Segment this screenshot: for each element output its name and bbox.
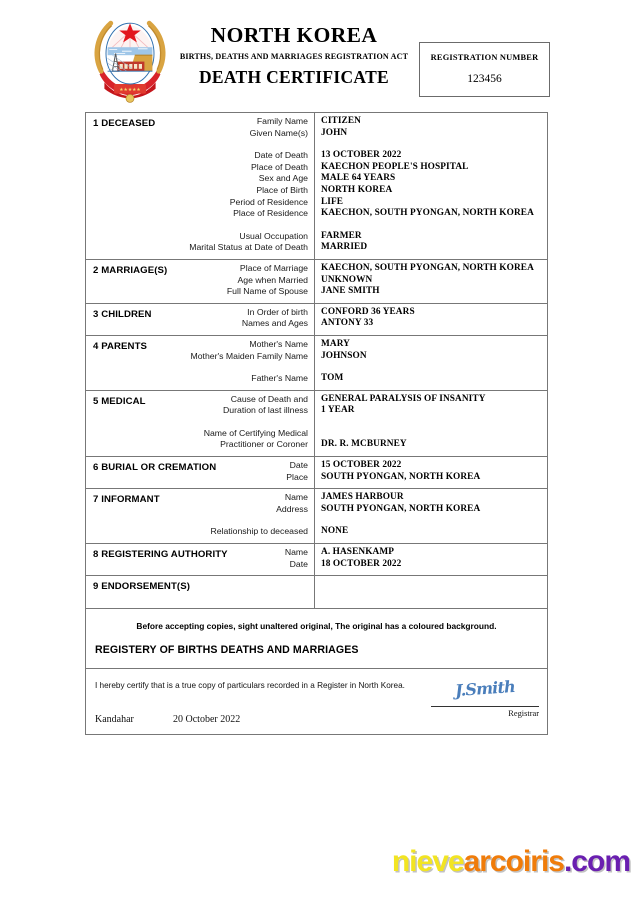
field-label: Place of Residence bbox=[233, 208, 308, 219]
field-label: Date of Death bbox=[254, 150, 308, 161]
signature-area bbox=[431, 674, 539, 718]
field-value: A. HASENKAMP bbox=[321, 547, 394, 558]
certification-block bbox=[86, 669, 547, 735]
field-value: KAECHON, SOUTH PYONGAN, NORTH KOREA bbox=[321, 262, 534, 273]
footer-notice-panel bbox=[86, 609, 547, 669]
field-label: Period of Residence bbox=[229, 196, 308, 207]
registrar-signature: J.Smith bbox=[454, 677, 516, 701]
registration-act-line: BIRTHS, DEATHS AND MARRIAGES REGISTRATION ACT bbox=[179, 51, 409, 61]
field-value: NORTH KOREA bbox=[321, 184, 393, 195]
field-value: TOM bbox=[321, 373, 344, 384]
field-row bbox=[86, 318, 547, 330]
field-row bbox=[86, 439, 547, 451]
section-heading: 6 BURIAL OR CREMATION bbox=[93, 462, 217, 474]
field-label: Given Name(s) bbox=[249, 127, 308, 138]
svg-text:★★★★★: ★★★★★ bbox=[119, 88, 141, 94]
field-label: Full Name of Spouse bbox=[226, 286, 308, 297]
field-value: MARY bbox=[321, 338, 350, 349]
field-label: Address bbox=[276, 503, 308, 514]
field-row bbox=[86, 128, 547, 140]
watermark-part-3: .com bbox=[563, 845, 630, 878]
country-title: NORTH KOREA bbox=[210, 23, 378, 47]
field-row bbox=[86, 405, 547, 417]
field-value: JAMES HARBOUR bbox=[321, 492, 404, 503]
field-value: 15 OCTOBER 2022 bbox=[321, 460, 402, 471]
field-row bbox=[86, 351, 547, 363]
field-label: Place of Birth bbox=[256, 184, 308, 195]
field-row bbox=[86, 394, 547, 406]
field-label: Usual Occupation bbox=[239, 230, 308, 241]
field-row bbox=[86, 373, 547, 385]
field-row bbox=[86, 504, 547, 516]
certificate-section bbox=[86, 260, 547, 304]
place-and-date bbox=[95, 714, 240, 725]
field-row bbox=[86, 428, 547, 440]
field-value: 13 OCTOBER 2022 bbox=[321, 150, 402, 161]
field-label: Duration of last illness bbox=[223, 405, 308, 416]
field-value: JOHN bbox=[321, 127, 348, 138]
field-row bbox=[86, 472, 547, 484]
field-label: Marital Status at Date of Death bbox=[189, 242, 308, 253]
registration-number-label: REGISTRATION NUMBER bbox=[430, 53, 539, 62]
field-value: 1 YEAR bbox=[321, 405, 355, 416]
section-heading: 7 INFORMANT bbox=[93, 494, 160, 506]
field-value: DR. R. MCBURNEY bbox=[321, 439, 407, 450]
certificate-section bbox=[86, 544, 547, 576]
certification-text: I hereby certify that is a true copy of particulars recorded in a Register in North Korea. bbox=[95, 681, 405, 691]
field-value: CONFORD 36 YEARS bbox=[321, 306, 415, 317]
field-row bbox=[86, 339, 547, 351]
field-value: FARMER bbox=[321, 230, 362, 241]
certificate-section bbox=[86, 457, 547, 489]
field-value: JANE SMITH bbox=[321, 286, 380, 297]
field-label: Age when Married bbox=[237, 274, 308, 285]
field-row bbox=[86, 526, 547, 538]
field-label: Names and Ages bbox=[241, 318, 308, 329]
title-block bbox=[173, 24, 415, 88]
field-row bbox=[86, 492, 547, 504]
site-watermark bbox=[392, 845, 630, 879]
field-value: GENERAL PARALYSIS OF INSANITY bbox=[321, 393, 486, 404]
field-row bbox=[86, 242, 547, 254]
field-label: Place of Marriage bbox=[239, 262, 308, 273]
field-label: Father's Name bbox=[251, 373, 308, 384]
field-value: UNKNOWN bbox=[321, 274, 373, 285]
field-value: 18 OCTOBER 2022 bbox=[321, 558, 402, 569]
field-value: MALE 64 YEARS bbox=[321, 173, 396, 184]
issue-date: 20 October 2022 bbox=[173, 714, 241, 726]
field-label: Relationship to deceased bbox=[210, 526, 308, 537]
document-title: DEATH CERTIFICATE bbox=[198, 66, 390, 87]
field-row bbox=[86, 286, 547, 298]
registration-number-box bbox=[419, 42, 550, 97]
signature-role-label: Registrar bbox=[508, 709, 539, 719]
field-value: SOUTH PYONGAN, NORTH KOREA bbox=[321, 503, 481, 514]
section-heading: 3 CHILDREN bbox=[93, 308, 152, 320]
field-label: Name of Certifying Medical bbox=[203, 427, 308, 438]
field-value: LIFE bbox=[321, 196, 344, 207]
field-row bbox=[86, 275, 547, 287]
field-row bbox=[86, 231, 547, 243]
field-row bbox=[86, 116, 547, 128]
column-divider bbox=[314, 576, 315, 608]
field-label: Mother's Maiden Family Name bbox=[190, 350, 308, 361]
certificate-section bbox=[86, 489, 547, 544]
field-row bbox=[86, 185, 547, 197]
section-heading: 2 MARRIAGE(S) bbox=[93, 264, 168, 276]
field-value: SOUTH PYONGAN, NORTH KOREA bbox=[321, 471, 481, 482]
watermark-part-2: arcoiris bbox=[463, 845, 564, 878]
section-heading: 8 REGISTERING AUTHORITY bbox=[93, 549, 228, 561]
field-row bbox=[86, 197, 547, 209]
field-label: Mother's Name bbox=[249, 338, 308, 349]
certificate-section bbox=[86, 576, 547, 609]
registry-title: REGISTERY OF BIRTHS DEATHS AND MARRIAGES bbox=[95, 644, 359, 657]
field-row bbox=[86, 460, 547, 472]
field-label: Date bbox=[289, 558, 308, 569]
field-row bbox=[86, 263, 547, 275]
field-value: MARRIED bbox=[321, 242, 368, 253]
field-label: Place bbox=[286, 471, 308, 482]
field-label: Place of Death bbox=[251, 161, 308, 172]
field-label: Sex and Age bbox=[258, 173, 308, 184]
field-row bbox=[86, 307, 547, 319]
field-row bbox=[86, 559, 547, 571]
empty-section-body bbox=[86, 592, 547, 608]
field-label: Name bbox=[284, 547, 308, 558]
certificate-header bbox=[85, 10, 555, 110]
field-row bbox=[86, 547, 547, 559]
field-value: NONE bbox=[321, 526, 349, 537]
registration-number-value: 123456 bbox=[467, 73, 502, 85]
field-value: ANTONY 33 bbox=[321, 318, 374, 329]
field-label: Family Name bbox=[256, 116, 308, 126]
certificate-section bbox=[86, 336, 547, 391]
field-value: KAECHON, SOUTH PYONGAN, NORTH KOREA bbox=[321, 208, 534, 219]
section-heading: 1 DECEASED bbox=[93, 118, 156, 129]
field-label: Practitioner or Coroner bbox=[220, 439, 308, 450]
certificate-body bbox=[85, 112, 548, 735]
section-heading: 9 ENDORSEMENT(S) bbox=[93, 581, 191, 593]
field-value: KAECHON PEOPLE'S HOSPITAL bbox=[321, 161, 469, 172]
field-label: Name bbox=[284, 492, 308, 503]
field-value: JOHNSON bbox=[321, 350, 367, 361]
field-label: In Order of birth bbox=[247, 306, 308, 317]
field-label: Date bbox=[289, 460, 308, 471]
field-value: CITIZEN bbox=[321, 116, 361, 126]
field-row bbox=[86, 208, 547, 220]
issue-place: Kandahar bbox=[95, 714, 134, 726]
section-heading: 5 MEDICAL bbox=[93, 395, 146, 407]
section-heading: 4 PARENTS bbox=[93, 340, 148, 352]
watermark-part-1: nieve bbox=[391, 845, 464, 878]
certificate-section bbox=[86, 391, 547, 457]
field-label: Cause of Death and bbox=[230, 393, 308, 404]
copy-notice: Before accepting copies, sight unaltered original, The original has a coloured background. bbox=[136, 621, 497, 632]
north-korea-national-emblem-icon bbox=[90, 12, 170, 108]
certificate-section bbox=[86, 113, 547, 260]
field-row bbox=[86, 173, 547, 185]
field-row bbox=[86, 162, 547, 174]
certificate-section bbox=[86, 304, 547, 336]
field-row bbox=[86, 150, 547, 162]
